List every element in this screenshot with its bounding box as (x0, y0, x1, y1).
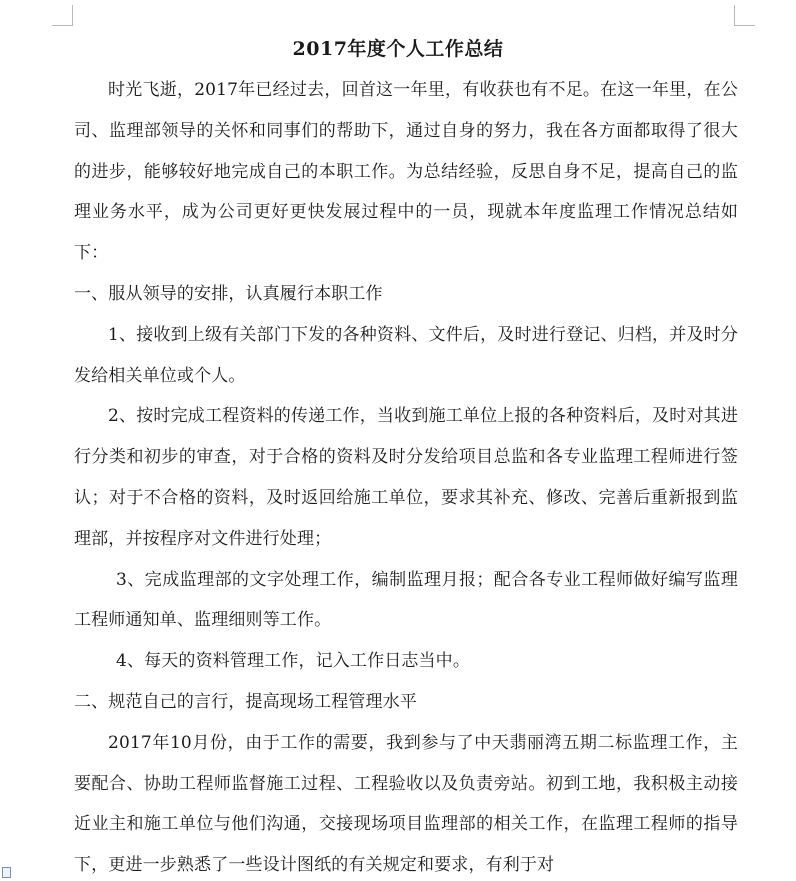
page-corner-mark-top-right (734, 5, 755, 26)
list-item-1: 1、接收到上级有关部门下发的各种资料、文件后，及时进行登记、归档，并及时分发给相关单位或个人。 (74, 324, 738, 386)
page-corner-mark-top-left (52, 5, 73, 26)
section-heading-2: 二、规范自己的言行，提高现场工程管理水平 (74, 691, 417, 712)
list-item-3: 3、完成监理部的文字处理工作，编制监理月报；配合各专业工程师做好编写监理工程师通知单、监理细则等工作。 (74, 569, 738, 631)
list-item-4: 4、每天的资料管理工作，记入工作日志当中。 (116, 651, 470, 672)
document-page-icon (2, 867, 11, 878)
document-body (74, 70, 738, 881)
document-title: 2017年度个人工作总结 (292, 38, 504, 60)
section-heading-1: 一、服从领导的安排，认真履行本职工作 (74, 283, 383, 304)
intro-paragraph: 时光飞逝，2017年已经过去，回首这一年里，有收获也有不足。在这一年里，在公司、监理部领导的关怀和同事们的帮助下，通过自身的努力，我在各方面都取得了很大的进步，能够较好地完成自己的本职工作。为总结经验，反思自身不足，提高自己的监理业务水平，成为公司更好更快发展过程中的一员，现就本年度监理工作情况总结如下： (74, 80, 738, 264)
list-item-2: 2、按时完成工程资料的传递工作，当收到施工单位上报的各种资料后，及时对其进行分类和初步的审查，对于合格的资料及时分发给项目总监和各专业监理工程师进行签认；对于不合格的资料，及时返回给施工单位，要求其补充、修改、完善后重新报到监理部，并按程序对文件进行处理； (74, 406, 738, 549)
section-2-paragraph: 2017年10月份，由于工作的需要，我到参与了中天翡丽湾五期二标监理工作，主要配合、协助工程师监督施工过程、工程验收以及负责旁站。初到工地，我积极主动接近业主和施工单位与他们沟通，交接现场项目监理部的相关工作，在监理工程师的指导下，更进一步熟悉了一些设计图纸的有关规定和要求，有利于对 (74, 732, 738, 876)
